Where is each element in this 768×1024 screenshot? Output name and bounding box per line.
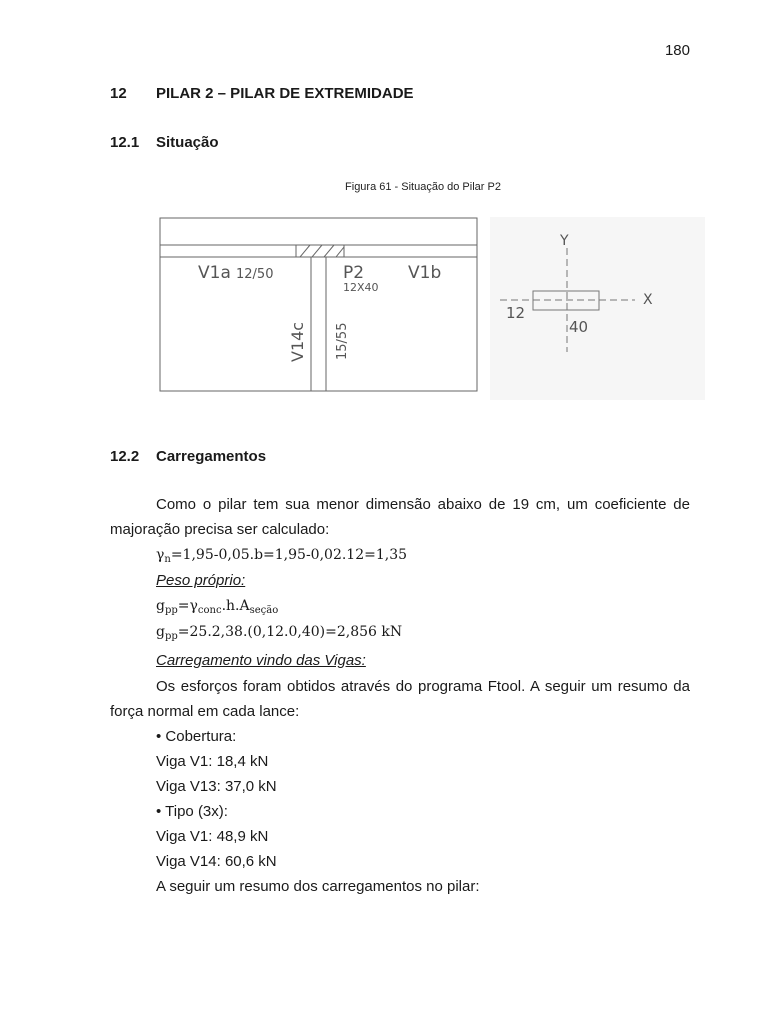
figure-drawing	[150, 212, 710, 402]
subsection-title: Situação	[156, 134, 219, 151]
list-item: Viga V1: 48,9 kN	[156, 828, 269, 845]
label-p2: P2	[343, 263, 365, 283]
page-number: 180	[664, 42, 690, 59]
gamma-expression: =1,95-0,05.b=1,95-0,02.12=1,35	[170, 547, 408, 563]
list-item: Viga V1: 18,4 kN	[156, 753, 269, 770]
label-v1b: V1b	[408, 263, 442, 283]
vigas-heading: Carregamento vindo das Vigas:	[156, 652, 366, 669]
subsection-number: 12.2	[110, 448, 140, 465]
plan-view	[160, 218, 477, 391]
label-v14c: V14c	[288, 321, 307, 362]
axis-x-label: X	[643, 292, 653, 308]
label-v1a-dim: 12/50	[236, 267, 274, 282]
list-item: A seguir um resumo dos carregamentos no pilar:	[156, 878, 480, 895]
peso-proprio-heading: Peso próprio:	[156, 572, 246, 589]
gpp-expression: =25.2,38.(0,12.0,40)=2,856 kN	[177, 624, 403, 640]
list-item: • Tipo (3x):	[156, 803, 228, 820]
list-item: • Cobertura:	[156, 728, 237, 745]
subsection-number: 12.1	[110, 134, 140, 151]
label-v14c-dim: 15/55	[335, 322, 350, 360]
list-item: Viga V13: 37,0 kN	[156, 778, 277, 795]
intro-paragraph: Como o pilar tem sua menor dimensão abaixo de 19 cm, um coeficiente de majoração precisa ser calculado:	[110, 496, 690, 538]
section-title: PILAR 2 – PILAR DE EXTREMIDADE	[156, 85, 414, 102]
g-symbol: g	[156, 598, 165, 614]
dim-40-label: 40	[569, 318, 589, 336]
gamma-symbol: =γ	[177, 598, 198, 614]
area-subscript: seção	[249, 605, 279, 616]
g-subscript: pp	[164, 605, 178, 616]
g-symbol: g	[156, 624, 165, 640]
label-p2-dim: 12X40	[343, 281, 379, 294]
gamma-symbol: γ	[156, 547, 165, 563]
section-number: 12	[110, 85, 127, 102]
gamma-subscript: conc	[197, 605, 222, 616]
subsection-title: Carregamentos	[156, 448, 267, 465]
figure-caption: Figura 61 - Situação do Pilar P2	[345, 181, 501, 193]
gpp-formula	[156, 594, 278, 623]
gamma-subscript: n	[164, 554, 171, 565]
esforcos-paragraph: Os esforços foram obtidos através do programa Ftool. A seguir um resumo da força normal em cada lance:	[110, 678, 690, 720]
dim-12-label: 12	[506, 304, 526, 322]
list-item: Viga V14: 60,6 kN	[156, 853, 277, 870]
formula-middle: .h.A	[221, 598, 250, 614]
label-v1a: V1a	[198, 263, 231, 283]
g-subscript: pp	[164, 631, 178, 642]
gpp-value	[156, 620, 402, 649]
axis-y-label: Y	[560, 233, 569, 249]
